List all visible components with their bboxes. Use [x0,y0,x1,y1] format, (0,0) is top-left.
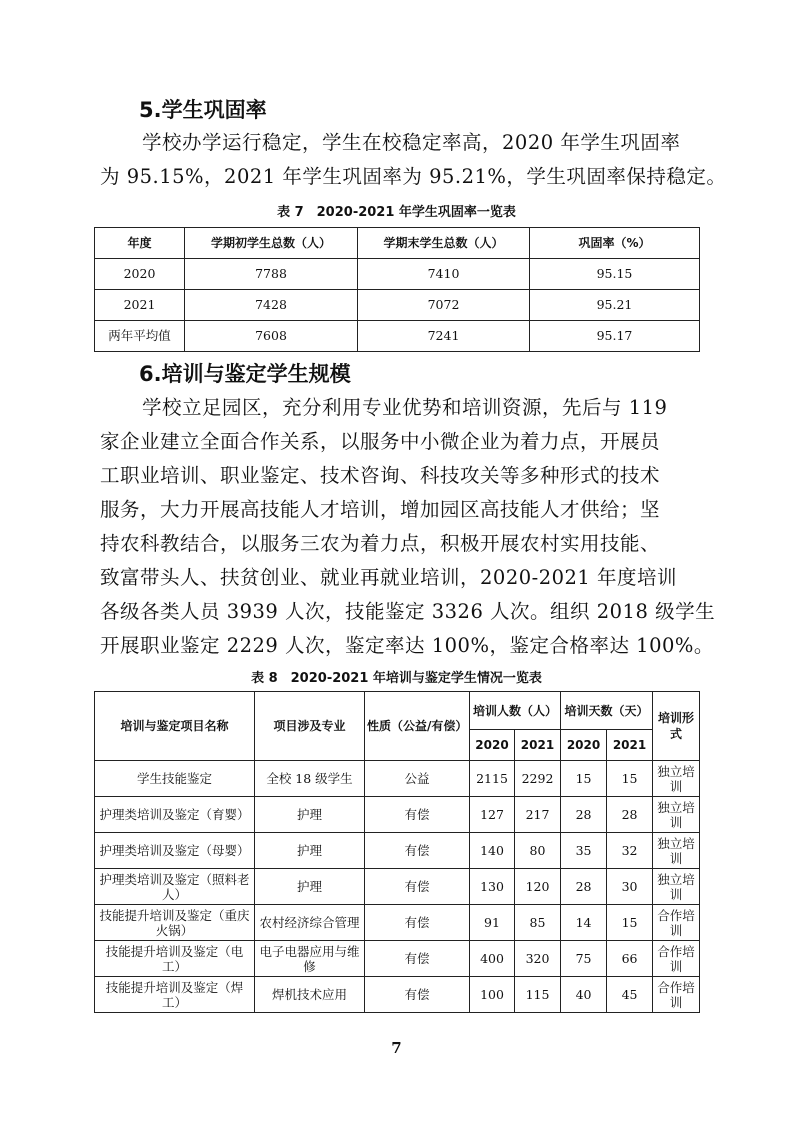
table-cell: 有偿 [365,797,470,833]
table-caption: 表 7 2020-2021 年学生巩固率一览表 [277,205,516,220]
table-cell: 护理 [255,869,365,905]
table-cell: 15 [607,905,653,941]
paragraph-training [100,391,716,663]
column-header: 培训天数（天） [561,692,653,730]
section-heading-retention: 5.学生巩固率 [139,98,267,122]
table-cell: 有偿 [365,977,470,1013]
table-cell: 有偿 [365,869,470,905]
table-cell: 7410 [358,259,530,290]
training-table [94,691,700,1013]
paragraph-retention [100,126,727,194]
table-cell: 100 [470,977,515,1013]
column-header: 性质（公益/有偿） [365,692,470,761]
table-cell: 2115 [470,761,515,797]
table-row [95,833,700,869]
table-cell: 焊机技术应用 [255,977,365,1013]
table-cell: 127 [470,797,515,833]
table-cell: 合作培训 [653,905,700,941]
table-cell: 护理类培训及鉴定（照料老人） [95,869,255,905]
table-cell: 独立培训 [653,833,700,869]
table-cell: 130 [470,869,515,905]
table-cell: 15 [561,761,607,797]
table-cell: 95.17 [530,321,700,352]
column-header: 2020 [470,730,515,761]
training-table-body [95,761,700,1013]
table-header-row [95,692,700,730]
table-cell: 7241 [358,321,530,352]
table-cell: 14 [561,905,607,941]
table-cell: 学生技能鉴定 [95,761,255,797]
table-cell: 30 [607,869,653,905]
table-cell: 有偿 [365,941,470,977]
paragraph-line: 开展职业鉴定 2229 人次，鉴定率达 100%，鉴定合格率达 100%。 [100,634,714,657]
table-caption: 表 8 2020-2021 年培训与鉴定学生情况一览表 [251,671,542,686]
column-header: 巩固率（%） [530,228,700,259]
table-cell: 两年平均值 [95,321,185,352]
table-cell: 合作培训 [653,977,700,1013]
table-cell: 7608 [185,321,358,352]
table-cell: 217 [515,797,561,833]
table-cell: 320 [515,941,561,977]
paragraph-line: 工职业培训、职业鉴定、技术咨询、科技攻关等多种形式的技术 [100,464,661,487]
column-header: 2021 [515,730,561,761]
table-cell: 2020 [95,259,185,290]
table-cell: 全校 18 级学生 [255,761,365,797]
paragraph-line: 学校立足园区，充分利用专业优势和培训资源，先后与 119 [142,396,668,419]
table-row [95,259,700,290]
table-row [95,941,700,977]
table-cell: 66 [607,941,653,977]
paragraph-line: 持农科教结合，以服务三农为着力点，积极开展农村实用技能、 [100,532,661,555]
table-cell: 技能提升培训及鉴定（电工） [95,941,255,977]
table-cell: 独立培训 [653,761,700,797]
column-header: 学期初学生总数（人） [185,228,358,259]
table-cell: 2292 [515,761,561,797]
table-cell: 有偿 [365,905,470,941]
table-header-row [95,228,700,259]
table-cell: 80 [515,833,561,869]
page-number: 7 [391,1039,402,1057]
retention-table [94,227,700,352]
column-header: 年度 [95,228,185,259]
table-cell: 护理 [255,833,365,869]
table-row [95,290,700,321]
table-cell: 技能提升培训及鉴定（焊工） [95,977,255,1013]
table-cell: 2021 [95,290,185,321]
table-row [95,977,700,1013]
section-heading-training: 6.培训与鉴定学生规模 [139,362,351,386]
table-cell: 35 [561,833,607,869]
table-row [95,761,700,797]
table-cell: 120 [515,869,561,905]
table-cell: 电子电器应用与维修 [255,941,365,977]
column-header: 培训形式 [653,692,700,761]
column-header: 培训人数（人） [470,692,561,730]
table-row [95,905,700,941]
table-cell: 28 [561,797,607,833]
table-cell: 115 [515,977,561,1013]
table-cell: 护理 [255,797,365,833]
table-cell: 7072 [358,290,530,321]
table-cell: 独立培训 [653,869,700,905]
table-cell: 140 [470,833,515,869]
table-cell: 95.21 [530,290,700,321]
table-cell: 28 [561,869,607,905]
table-cell: 91 [470,905,515,941]
table-cell: 公益 [365,761,470,797]
table-cell: 技能提升培训及鉴定（重庆火锅） [95,905,255,941]
table-cell: 护理类培训及鉴定（母婴） [95,833,255,869]
paragraph-line: 各级各类人员 3939 人次，技能鉴定 3326 人次。组织 2018 级学生 [100,600,716,623]
paragraph-line: 家企业建立全面合作关系，以服务中小微企业为着力点，开展员 [100,430,661,453]
table-row [95,797,700,833]
table-cell: 农村经济综合管理 [255,905,365,941]
table-cell: 有偿 [365,833,470,869]
table-cell: 75 [561,941,607,977]
table-cell: 15 [607,761,653,797]
column-header: 项目涉及专业 [255,692,365,761]
table-cell: 45 [607,977,653,1013]
table-cell: 28 [607,797,653,833]
table-cell: 护理类培训及鉴定（育婴） [95,797,255,833]
table-cell: 7428 [185,290,358,321]
paragraph-line: 为 95.15%，2021 年学生巩固率为 95.21%，学生巩固率保持稳定。 [100,165,727,188]
paragraph-line: 服务，大力开展高技能人才培训，增加园区高技能人才供给；坚 [100,498,661,521]
paragraph-line: 学校办学运行稳定，学生在校稳定率高，2020 年学生巩固率 [142,131,681,154]
table-cell: 95.15 [530,259,700,290]
column-header: 培训与鉴定项目名称 [95,692,255,761]
table-cell: 合作培训 [653,941,700,977]
table-cell: 400 [470,941,515,977]
column-header: 2020 [561,730,607,761]
table-row [95,321,700,352]
column-header: 学期末学生总数（人） [358,228,530,259]
table-cell: 独立培训 [653,797,700,833]
table-cell: 85 [515,905,561,941]
column-header: 2021 [607,730,653,761]
table-cell: 32 [607,833,653,869]
table-cell: 40 [561,977,607,1013]
table-cell: 7788 [185,259,358,290]
table-row [95,869,700,905]
paragraph-line: 致富带头人、扶贫创业、就业再就业培训，2020-2021 年度培训 [100,566,678,589]
